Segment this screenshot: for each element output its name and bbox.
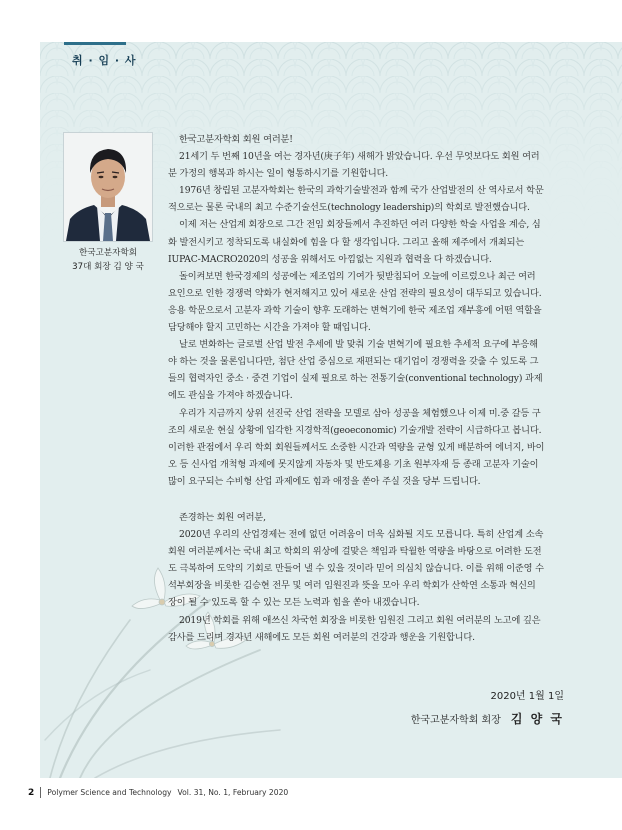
section-accent-bar <box>64 42 126 45</box>
caption-role-name: 37대 회장 김 양 국 <box>72 262 144 272</box>
letter-paragraph: 우리가 지금까지 상위 선진국 산업 전략을 모델로 삼아 성공을 체험했으나 이제 미.중 갈등 구조의 새로운 현실 상황에 입각한 지경학적(geoeconomic) 기술개발 전략이 시급하다고 봅니다. 이러한 관점에서 우리 학회 회원들께서도 소중한 시간과 역량을 균형 있게 배분하여 에너지, 바이오 등 신사업 개척형 과제에 못지않게 자동차 및 반도체용 기초 원부자재 등 종래 고분자 기술이 많이 요구되는 수비형 산업 과제에도 힘과 애정을 쏟아 주실 것을 당부 드립니다. <box>168 407 545 487</box>
letter-signature <box>411 708 564 732</box>
paragraph-gap <box>168 490 546 509</box>
page-number: 2 <box>28 787 35 798</box>
portrait-photo <box>63 132 153 242</box>
letter-paragraph: 21세기 두 번째 10년을 여는 경자년(庚子年) 새해가 밝았습니다. 우선 무엇보다도 회원 여러분 가정의 행복과 하시는 일이 형통하시기를 기원합니다. <box>168 151 540 180</box>
letter-date: 2020년 1월 1일 <box>490 691 564 702</box>
letter-paragraph: 존경하는 회원 여러분, <box>179 511 266 523</box>
portrait-icon <box>64 133 152 241</box>
letter-paragraph: 2020년 우리의 산업경제는 전에 없던 어려움이 더욱 심화될 지도 모릅니다. 특히 산업계 소속 회원 여러분께서는 국내 최고 학회의 위상에 걸맞은 책임과 탁월한 역량을 바탕으로 어려한 도전도 극복하여 도약의 기회로 만들어 낼 수 있을 것이라 믿어 의심치 않습니다. 이를 위해 이준영 수석부회장을 비롯한 김승현 전무 및 여러 임원진과 뜻을 모아 우리 학회가 산학연 소통과 혁신의 장이 될 수 있도록 할 수 있는 모든 노력과 힘을 쏟아 내겠습니다. <box>168 529 544 609</box>
section-title: 취 · 임 · 사 <box>72 54 137 67</box>
letter-paragraph: 1976년 창립된 고분자학회는 한국의 과학기술발전과 함께 국가 산업발전의 산 역사로서 학문적으로는 물론 국내의 최고 수준기술선도(technology leadership)의 학회로 발전했습니다. <box>168 185 544 214</box>
letter-paragraph: 돌이켜보면 한국경제의 성공에는 제조업의 기여가 뒷받침되어 오늘에 이르렀으나 최근 여러 요인으로 인한 경쟁력 약화가 현저해지고 있어 새로운 산업 전략의 필요성이 대두되고 있습니다. 응용 학문으로서 고분자 과학 기술이 향후 도래하는 변혁기에 한국 제조업 재부흥에 어떤 역할을 담당해야 할지 고민하는 시간을 가져야 할 때입니다. <box>168 270 542 334</box>
letter-body <box>168 131 546 646</box>
journal-volume: Vol. 31, No. 1, February 2020 <box>177 788 289 797</box>
letter-paragraph: 2019년 학회를 위해 애쓰신 차국헌 회장을 비롯한 임원진 그리고 회원 여러분의 노고에 깊은 감사를 드리며 경자년 새해에도 모든 회원 여러분의 건강과 행운을 기원합니다. <box>168 614 541 643</box>
letter-paragraph: 한국고분자학회 회원 여러분! <box>179 134 293 145</box>
signature-title: 한국고분자학회 회장 <box>410 715 501 726</box>
page-footer <box>28 787 288 798</box>
letter-paragraph: 이제 저는 산업계 회장으로 그간 전임 회장들께서 추진하던 여러 다양한 학술 사업을 계승, 심화 발전시키고 정착되도록 내실화에 힘을 다 할 생각입니다. 그리고 올해 제주에서 개최되는 IUPAC-MACRO2020의 성공을 위해서도 아낌없는 지원과 협력을 다 하겠습니다. <box>168 219 541 265</box>
signature-name: 김 양 국 <box>510 712 564 726</box>
letter-closing <box>411 686 564 732</box>
caption-affiliation: 한국고분자학회 <box>78 248 138 258</box>
letter-paragraph: 날로 변화하는 글로벌 산업 발전 추세에 발 맞춰 기술 변혁기에 필요한 추세적 요구에 부응해야 하는 것을 물론입니다만, 첨단 산업 중심으로 재편되는 대기업이 경쟁력을 갖출 수 있도록 그들의 협력자인 중소 · 중견 기업이 실제 필요로 하는 전통기술(conventional technology) 과제에도 관심을 가져야 하겠습니다. <box>168 339 543 402</box>
footer-divider <box>40 787 41 798</box>
journal-name: Polymer Science and Technology <box>47 788 172 797</box>
portrait-caption <box>56 246 160 274</box>
